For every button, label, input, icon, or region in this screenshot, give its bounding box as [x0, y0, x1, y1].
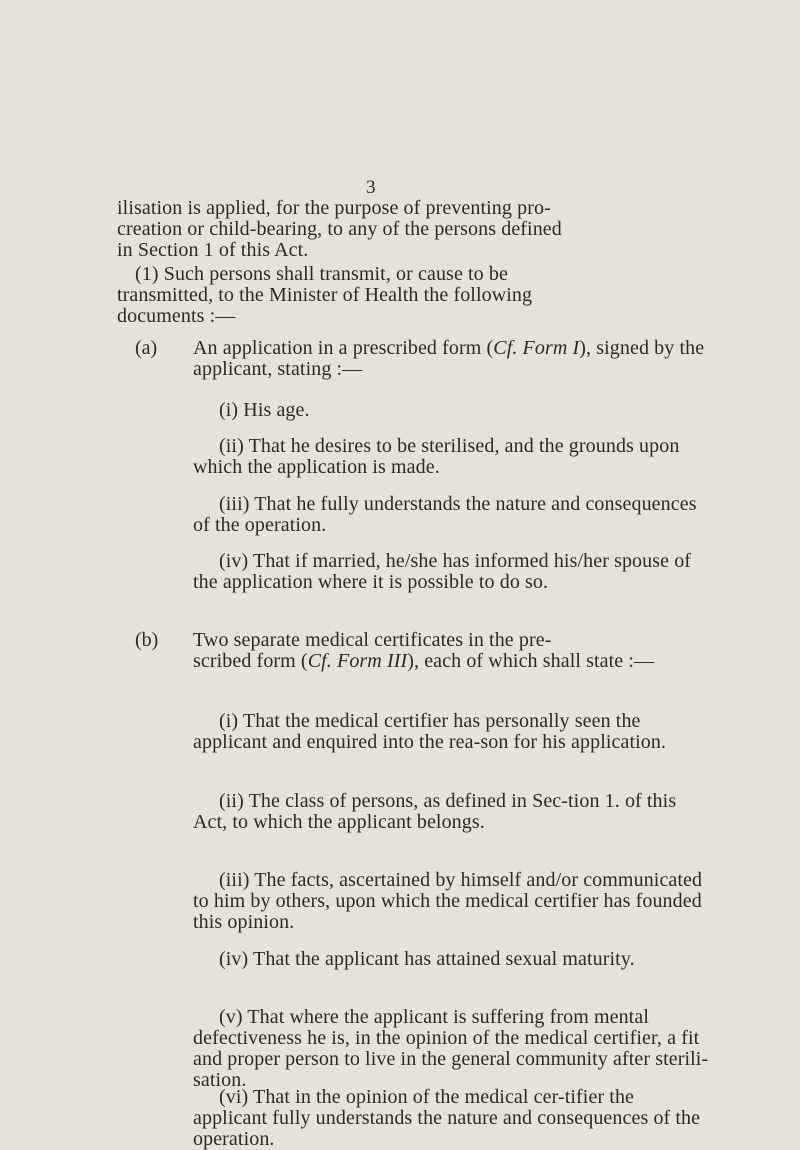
intro-paragraph: ilisation is applied, for the purpose of preventing pro- creation or child-bearing, to any of the persons defined in Section 1 of this Act.	[117, 197, 562, 261]
item-b-subitem: (v) That where the applicant is suffering from mental defectiveness he is, in the opinion of the medical certifier, a fit and proper person to live in the general community after sterili-sation.	[193, 1006, 709, 1091]
item-a-label: (a)	[135, 337, 158, 359]
item-b-subitem: (i) That the medical certifier has personally seen the applicant and enquired into the rea-son for his application.	[193, 710, 667, 753]
item-a-text: An application in a prescribed form (Cf. Form I), signed by the applicant, stating :—	[193, 337, 705, 380]
item-b-form-reference: Cf. Form III	[307, 650, 408, 672]
item-b-subitem: (ii) The class of persons, as defined in Sec-tion 1. of this Act, to which the applicant belongs.	[193, 790, 677, 833]
item-b-subitem: (iv) That the applicant has attained sexual maturity.	[219, 948, 635, 970]
item-b-label: (b)	[135, 629, 159, 651]
item-a-subitem: (ii) That he desires to be sterilised, and the grounds upon which the application is made.	[193, 435, 680, 478]
page-number: 3	[366, 177, 376, 198]
item-a-form-reference: Cf. Form I	[493, 337, 580, 359]
item-b-subitem: (vi) That in the opinion of the medical cer-tifier the applicant fully understands the nature and consequences of the operation.	[193, 1086, 701, 1150]
item-b-subitem: (iii) The facts, ascertained by himself and/or communicated to him by others, upon which the medical certifier has founded this opinion.	[193, 869, 703, 933]
item-b-text: Two separate medical certificates in the pre- scribed form (Cf. Form III), each of which shall state :—	[193, 629, 655, 672]
clause-1-paragraph: (1) Such persons shall transmit, or cause to be transmitted, to the Minister of Health the following documents :—	[117, 263, 533, 327]
item-a-subitem: (iv) That if married, he/she has informed his/her spouse of the application where it is possible to do so.	[193, 550, 692, 593]
item-a-subitem: (i) His age.	[219, 399, 310, 421]
item-a-subitem: (iii) That he fully understands the nature and consequences of the operation.	[193, 493, 697, 536]
